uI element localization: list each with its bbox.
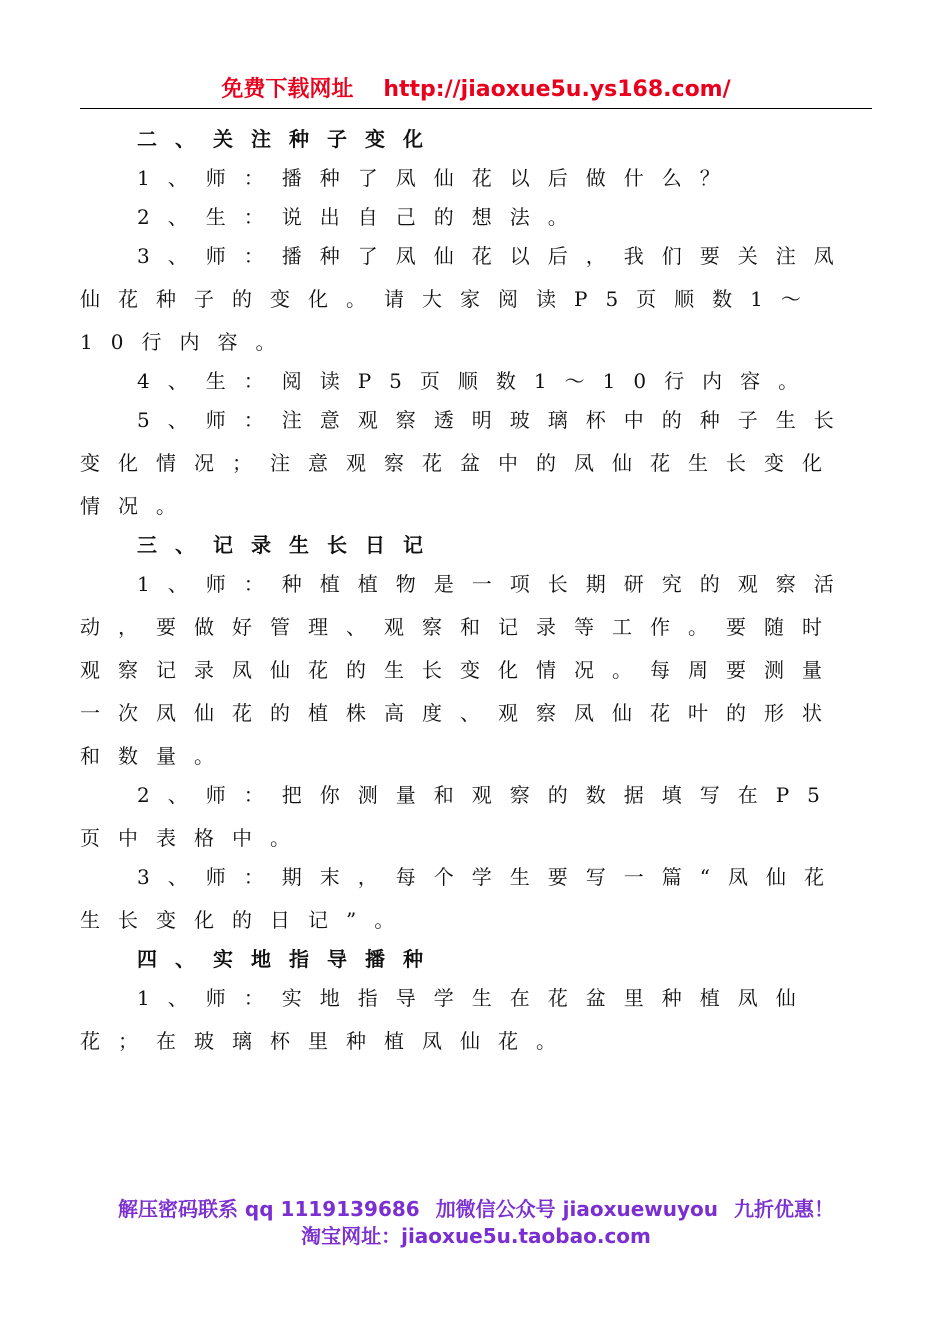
section-heading: 二、关注种子变化 — [137, 127, 441, 151]
footer-wechat: 加微信公众号 jiaoxuewuyou — [435, 1197, 719, 1221]
paragraph: 2、生：说出自己的想法。 — [137, 205, 586, 229]
paragraph: 3、师：播种了凤仙花以后，我们要关注凤仙花种子的变化。请大家阅读P5页顺数1～10行内容。 — [80, 244, 852, 354]
download-header — [80, 70, 872, 110]
paragraph: 4、生：阅读P5页顺数1～10行内容。 — [137, 369, 817, 393]
header-label: 免费下载网址 — [221, 77, 354, 102]
section-heading: 四、实地指导播种 — [137, 947, 441, 971]
paragraph: 1、师：种植植物是一项长期研究的观察活动，要做好管理、观察和记录等工作。要随时观察记录凤仙花的生长变化情况。每周要测量一次凤仙花的植株高度、观察凤仙花叶的形状和数量。 — [80, 572, 852, 768]
footer-contact: 解压密码联系 qq 1119139686 — [117, 1197, 420, 1221]
section-heading: 三、记录生长日记 — [137, 533, 441, 557]
promo-footer — [80, 1196, 872, 1250]
paragraph: 5、师：注意观察透明玻璃杯中的种子生长变化情况；注意观察花盆中的凤仙花生长变化情况。 — [80, 408, 852, 518]
document-body — [80, 118, 872, 1059]
footer-discount: 九折优惠！ — [734, 1197, 835, 1221]
paragraph: 1、师：实地指导学生在花盆里种植凤仙花；在玻璃杯里种植凤仙花。 — [80, 986, 814, 1053]
header-divider — [80, 108, 872, 109]
footer-line-1 — [80, 1196, 872, 1223]
paragraph: 1、师：播种了凤仙花以后做什么？ — [137, 166, 738, 190]
footer-taobao-link[interactable]: 淘宝网址：jiaoxue5u.taobao.com — [301, 1224, 651, 1248]
paragraph: 3、师：期末，每个学生要写一篇“凤仙花生长变化的日记”。 — [80, 865, 842, 932]
header-url-link[interactable]: http://jiaoxue5u.ys168.com/ — [383, 77, 731, 102]
paragraph: 2、师：把你测量和观察的数据填写在P5页中表格中。 — [80, 783, 838, 850]
